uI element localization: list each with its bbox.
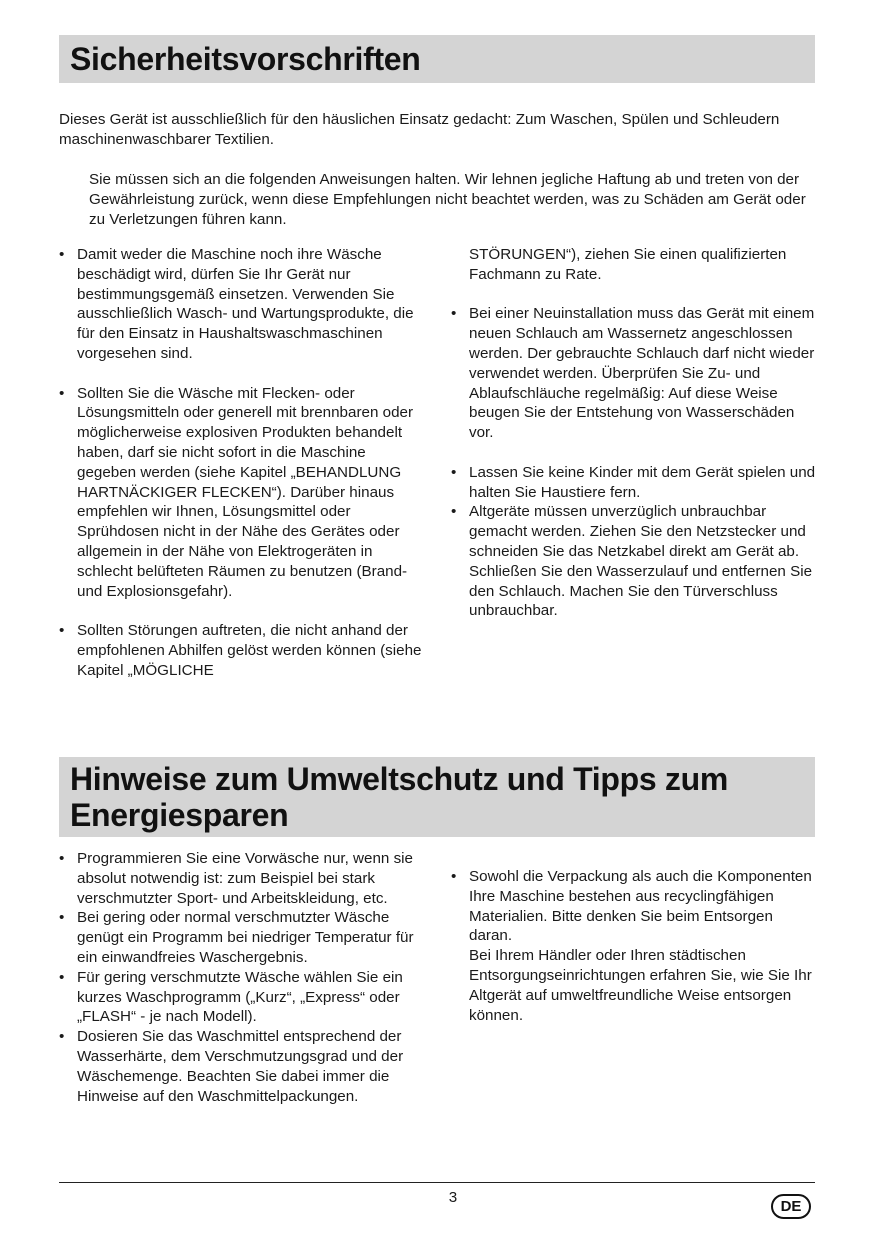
list-item xyxy=(59,384,429,602)
list-item-text: Programmieren Sie eine Vorwäsche nur, wenn sie absolut notwendig ist: zum Beispiel bei stark verschmutzter Sport- und Arbeitskleidung, etc. xyxy=(77,850,413,907)
bullet-icon: • xyxy=(59,909,65,927)
list-item-text: Bei einer Neuinstallation muss das Gerät mit einem neuen Schlauch am Wassernetz angeschlossen werden. Der gebrauchte Schlauch darf nicht wieder verwendet werden. Überprüfen Sie Zu- und Ablaufschläuche regelmäßig: Auf diese Weise beugen Sie der Entstehung von Wasserschäden vor. xyxy=(469,305,815,442)
list-item-text: Damit weder die Maschine noch ihre Wäsche beschädigt wird, dürfen Sie Ihr Gerät nur bestimmungsgemäß einsetzen. Verwenden Sie ausschließlich Wasch- und Wartungsprodukte, die für den Einsatz in Haushaltswaschmaschinen vorgesehen sind. xyxy=(77,246,414,362)
bullet-icon: • xyxy=(59,246,65,263)
list-item xyxy=(59,245,429,364)
section-title-line: Energiesparen xyxy=(70,797,289,833)
list-item xyxy=(451,304,819,443)
list-item-text: Sollten Störungen auftreten, die nicht anhand der empfohlenen Abhilfen gelöst werden können (siehe Kapitel „MÖGLICHE xyxy=(77,622,422,679)
list-item xyxy=(451,463,819,503)
footer-divider xyxy=(59,1182,815,1183)
list-item-text: Sowohl die Verpackung als auch die Komponenten Ihre Maschine bestehen aus recyclingfähigen Materialien. Bitte denken Sie beim Entsorgen daran. xyxy=(469,868,812,945)
liability-notice: Sie müssen sich an die folgenden Anweisungen halten. Wir lehnen jegliche Haftung ab und treten von der Gewährleistung zurück, wenn diese Empfehlungen nicht beachtet werden, was zu Schäden am Gerät oder zu Verletzungen führen kann. xyxy=(89,171,806,228)
section-title-safety-text: Sicherheitsvorschriften xyxy=(70,41,421,77)
language-badge: DE xyxy=(771,1194,811,1219)
safety-left-column xyxy=(59,245,429,681)
list-item xyxy=(59,908,429,967)
list-item xyxy=(59,621,429,680)
list-item-text: Altgeräte müssen unverzüglich unbrauchbar gemacht werden. Ziehen Sie den Netzstecker und schneiden Sie das Netzkabel direkt am Gerät ab. Schließen Sie den Wasserzulauf und entfernen Sie den Schlauch. Machen Sie den Türverschluss unbrauchbar. xyxy=(469,503,813,620)
list-item-text: Für gering verschmutzte Wäsche wählen Sie ein kurzes Waschprogramm („Kurz“, „Express“ oder „FLASH“ - je nach Modell). xyxy=(77,968,403,1026)
list-item xyxy=(451,867,819,946)
list-item-text: Lassen Sie keine Kinder mit dem Gerät spielen und halten Sie Haustiere fern. xyxy=(469,463,816,501)
environment-right-column xyxy=(451,867,819,1025)
environment-left-column xyxy=(59,849,429,1106)
bullet-icon: • xyxy=(59,850,65,867)
safety-right-column xyxy=(451,245,819,621)
list-item-text: STÖRUNGEN“), ziehen Sie einen qualifizierten Fachmann zu Rate. xyxy=(469,246,787,283)
section-title-environment xyxy=(59,757,815,837)
bullet-icon: • xyxy=(59,622,65,640)
list-item-continuation xyxy=(451,946,819,1025)
bullet-icon: • xyxy=(59,968,65,986)
list-item xyxy=(59,1027,429,1106)
bullet-icon: • xyxy=(451,868,457,885)
list-item xyxy=(451,502,819,621)
list-item-text: Bei gering oder normal verschmutzter Wäsche genügt ein Programm bei niedriger Temperatur für ein einwandfreies Waschergebnis. xyxy=(77,909,414,966)
section-title-line: Hinweise zum Umweltschutz und Tipps zum xyxy=(70,761,729,797)
bullet-icon: • xyxy=(451,463,457,481)
bullet-icon: • xyxy=(451,305,457,323)
bullet-icon: • xyxy=(59,384,65,402)
intro-paragraph: Dieses Gerät ist ausschließlich für den häuslichen Einsatz gedacht: Zum Waschen, Spülen und Schleudern maschinenwaschbarer Textilien. xyxy=(59,111,780,148)
list-item-text: Sollten Sie die Wäsche mit Flecken- oder Lösungsmitteln oder generell mit brennbaren oder möglicherweise explosiven Produkten behandelt haben, darf sie nicht sofort in die Maschine gegeben werden (siehe Kapitel „BEHANDLUNG HARTNÄCKIGER FLECKEN“). Darüber hinaus empfehlen wir Ihnen, Lösungsmittel oder Sprühdosen nicht in der Nähe des Gerätes oder allgemein in der Nähe von Elektrogeräten in schlecht belüfteten Räumen zu benutzen (Brand- und Explosionsgefahr). xyxy=(77,384,414,600)
section-title-safety xyxy=(59,35,815,83)
bullet-icon: • xyxy=(59,1028,65,1046)
bullet-icon: • xyxy=(451,503,457,521)
list-item-text: Bei Ihrem Händler oder Ihren städtischen Entsorgungseinrichtungen erfahren Sie, wie Sie Ihr Altgerät auf umweltfreundliche Weise entsorgen können. xyxy=(469,947,812,1024)
page-number: 3 xyxy=(448,1189,458,1206)
list-item-text: Dosieren Sie das Waschmittel entsprechend der Wasserhärte, dem Verschmutzungsgrad und der Wäschemenge. Beachten Sie dabei immer die Hinweise auf den Waschmittelpackungen. xyxy=(77,1028,404,1105)
list-item-continuation xyxy=(451,245,819,285)
list-item xyxy=(59,849,429,908)
list-item xyxy=(59,968,429,1027)
